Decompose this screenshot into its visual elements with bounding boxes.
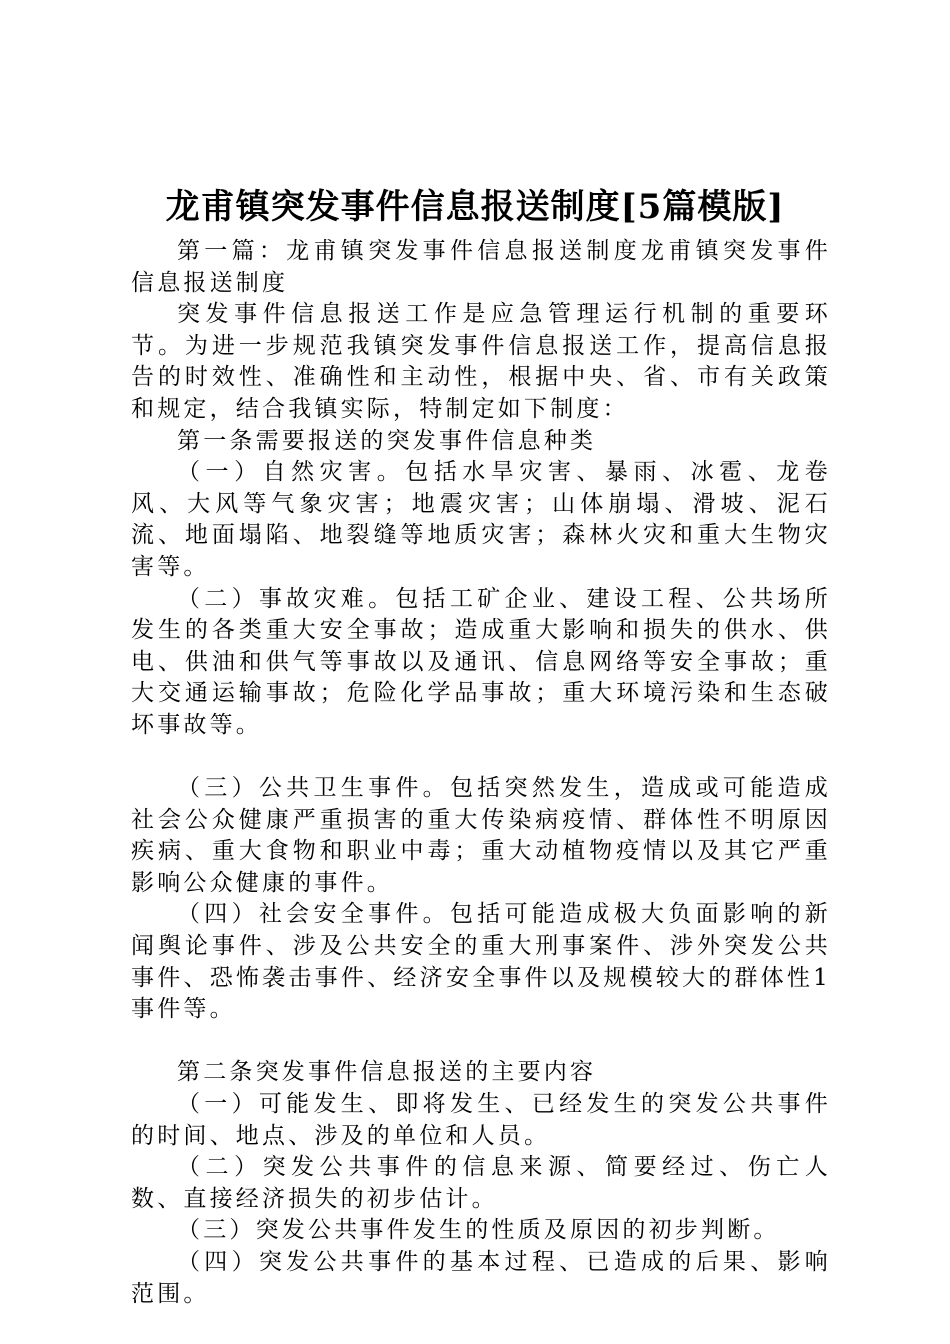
paragraph-spacer bbox=[131, 1026, 831, 1058]
document-body bbox=[131, 236, 831, 1310]
paragraph-content-source: （二）突发公共事件的信息来源、简要经过、伤亡人数、直接经济损失的初步估计。 bbox=[131, 1154, 831, 1212]
paragraph-article-one-heading: 第一条需要报送的突发事件信息种类 bbox=[177, 427, 597, 454]
paragraph-content-nature: （三）突发公共事件发生的性质及原因的初步判断。 bbox=[177, 1217, 780, 1244]
paragraph-public-health: （三）公共卫生事件。包括突然发生，造成或可能造成社会公众健康严重损害的重大传染病疫情、群体性不明原因疾病、重大食物和职业中毒；重大动植物疫情以及其它严重影响公众健康的事件。 bbox=[131, 775, 831, 896]
paragraph-accidents: （二）事故灾难。包括工矿企业、建设工程、公共场所发生的各类重大安全事故；造成重大影响和损失的供水、供电、供油和供气等事故以及通讯、信息网络等安全事故；重大交通运输事故；危险化学品事故；重大环境污染和生态破坏事故等。 bbox=[131, 585, 831, 738]
paragraph-introduction: 突发事件信息报送工作是应急管理运行机制的重要环节。为进一步规范我镇突发事件信息报送工作，提高信息报告的时效性、准确性和主动性，根据中央、省、市有关政策和规定，结合我镇实际，特制定如下制度： bbox=[131, 301, 831, 422]
paragraph-content-time-place: （一）可能发生、即将发生、已经发生的突发公共事件的时间、地点、涉及的单位和人员。 bbox=[131, 1091, 831, 1149]
document-title: 龙甫镇突发事件信息报送制度[5篇模版] bbox=[165, 187, 785, 227]
paragraph-article-two-heading: 第二条突发事件信息报送的主要内容 bbox=[177, 1059, 597, 1086]
paragraph-spacer bbox=[131, 742, 831, 774]
paragraph-natural-disasters: （一）自然灾害。包括水旱灾害、暴雨、冰雹、龙卷风、大风等气象灾害；地震灾害；山体崩塌、滑坡、泥石流、地面塌陷、地裂缝等地质灾害；森林火灾和重大生物灾害等。 bbox=[131, 459, 831, 580]
paragraph-social-security: （四）社会安全事件。包括可能造成极大负面影响的新闻舆论事件、涉及公共安全的重大刑事案件、涉外突发公共事件、恐怖袭击事件、经济安全事件以及规模较大的群体性1事件等。 bbox=[131, 901, 831, 1023]
paragraph-part-one-heading: 第一篇：龙甫镇突发事件信息报送制度龙甫镇突发事件信息报送制度 bbox=[131, 238, 831, 296]
paragraph-content-process: （四）突发公共事件的基本过程、已造成的后果、影响范围。 bbox=[131, 1249, 831, 1307]
